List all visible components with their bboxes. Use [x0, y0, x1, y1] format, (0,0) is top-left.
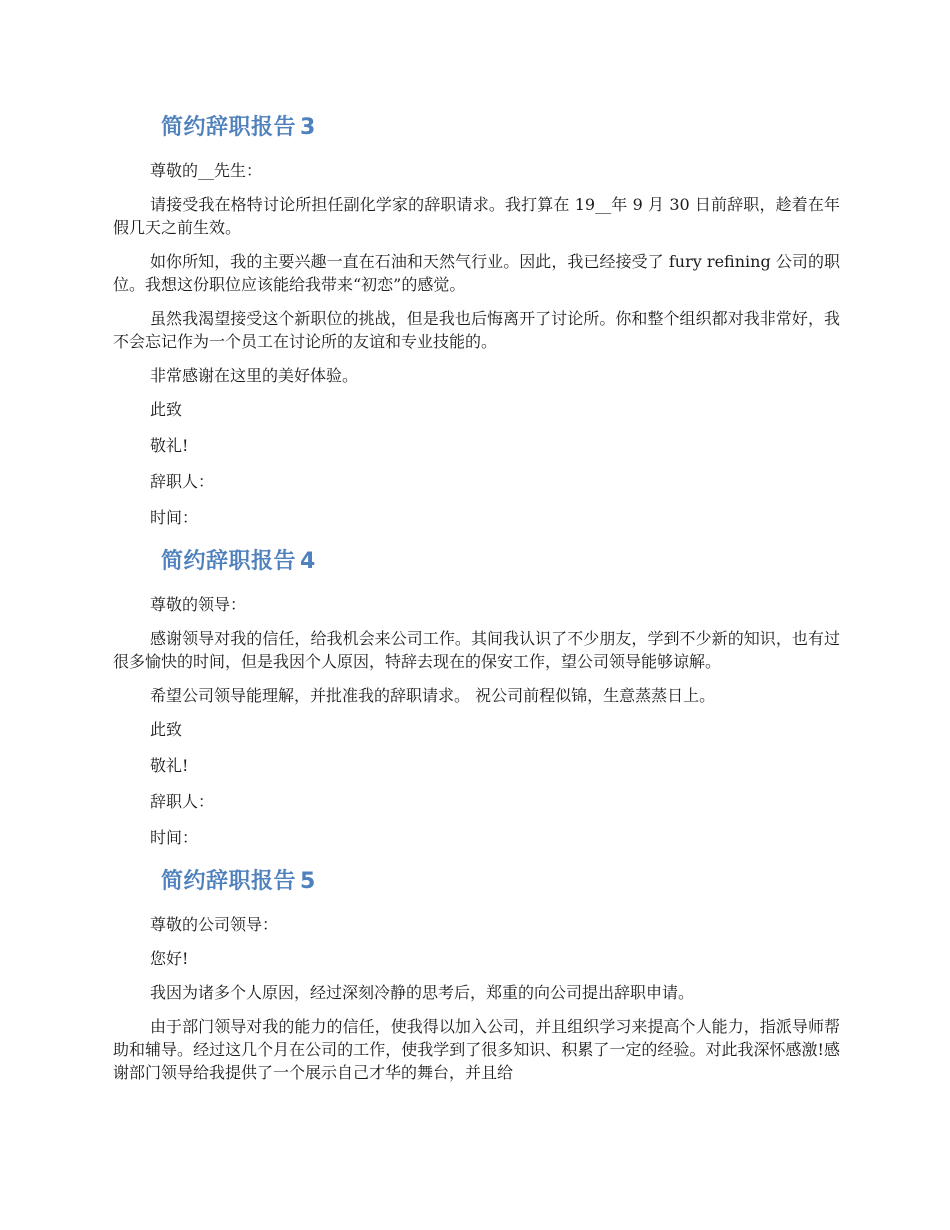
paragraph: 希望公司领导能理解，并批准我的辞职请求。 祝公司前程似锦，生意蒸蒸日上。: [150, 686, 716, 705]
closing-line: 敬礼!: [150, 436, 189, 455]
paragraph: 请接受我在格特讨论所担任副化学家的辞职请求。我打算在 19__年 9 月 30 日前辞职，趁着在年假几天之前生效。: [113, 195, 840, 237]
section-number: 5: [300, 869, 316, 894]
signature-line: 辞职人：: [150, 472, 215, 491]
paragraph: 如你所知，我的主要兴趣一直在石油和天然气行业。因此，我已经接受了 fury refining 公司的职位。我想这份职位应该能给我带来“初恋”的感觉。: [113, 252, 840, 294]
paragraph: 我因为诸多个人原因，经过深刻冷静的思考后，郑重的向公司提出辞职申请。: [150, 983, 695, 1002]
section-4: [113, 542, 840, 849]
signature-line: 辞职人：: [150, 792, 215, 811]
greeting: 您好!: [150, 949, 189, 968]
section-number: 3: [300, 115, 316, 140]
section-3: [113, 108, 840, 529]
paragraph: 感谢领导对我的信任，给我机会来公司工作。其间我认识了不少朋友，学到不少新的知识，也有过很多愉快的时间，但是我因个人原因，特辞去现在的保安工作，望公司领导能够谅解。: [113, 629, 840, 671]
date-line: 时间：: [150, 828, 199, 847]
section-title: [161, 542, 840, 582]
document-page: [113, 108, 840, 1095]
salutation: 尊敬的公司领导：: [150, 915, 279, 934]
section-title: [161, 862, 840, 902]
section-title-text: 简约辞职报告: [161, 115, 297, 140]
closing-line: 敬礼!: [150, 756, 189, 775]
paragraph: 虽然我渴望接受这个新职位的挑战，但是我也后悔离开了讨论所。你和整个组织都对我非常好，我不会忘记作为一个员工在讨论所的友谊和专业技能的。: [113, 309, 840, 351]
paragraph: 非常感谢在这里的美好体验。: [150, 366, 359, 385]
closing-line: 此致: [150, 720, 183, 739]
salutation: 尊敬的__先生：: [150, 161, 263, 180]
salutation: 尊敬的领导：: [150, 595, 247, 614]
section-title-text: 简约辞职报告: [161, 549, 297, 574]
section-title: [161, 108, 840, 148]
date-line: 时间：: [150, 508, 199, 527]
section-5: [113, 862, 840, 1084]
closing-line: 此致: [150, 400, 183, 419]
section-title-text: 简约辞职报告: [161, 869, 297, 894]
paragraph: 由于部门领导对我的能力的信任，使我得以加入公司，并且组织学习来提高个人能力，指派导师帮助和辅导。经过这几个月在公司的工作，使我学到了很多知识、积累了一定的经验。对此我深怀感激!感谢部门领导给我提供了一个展示自己才华的舞台，并且给: [113, 1017, 840, 1082]
section-number: 4: [300, 549, 316, 574]
